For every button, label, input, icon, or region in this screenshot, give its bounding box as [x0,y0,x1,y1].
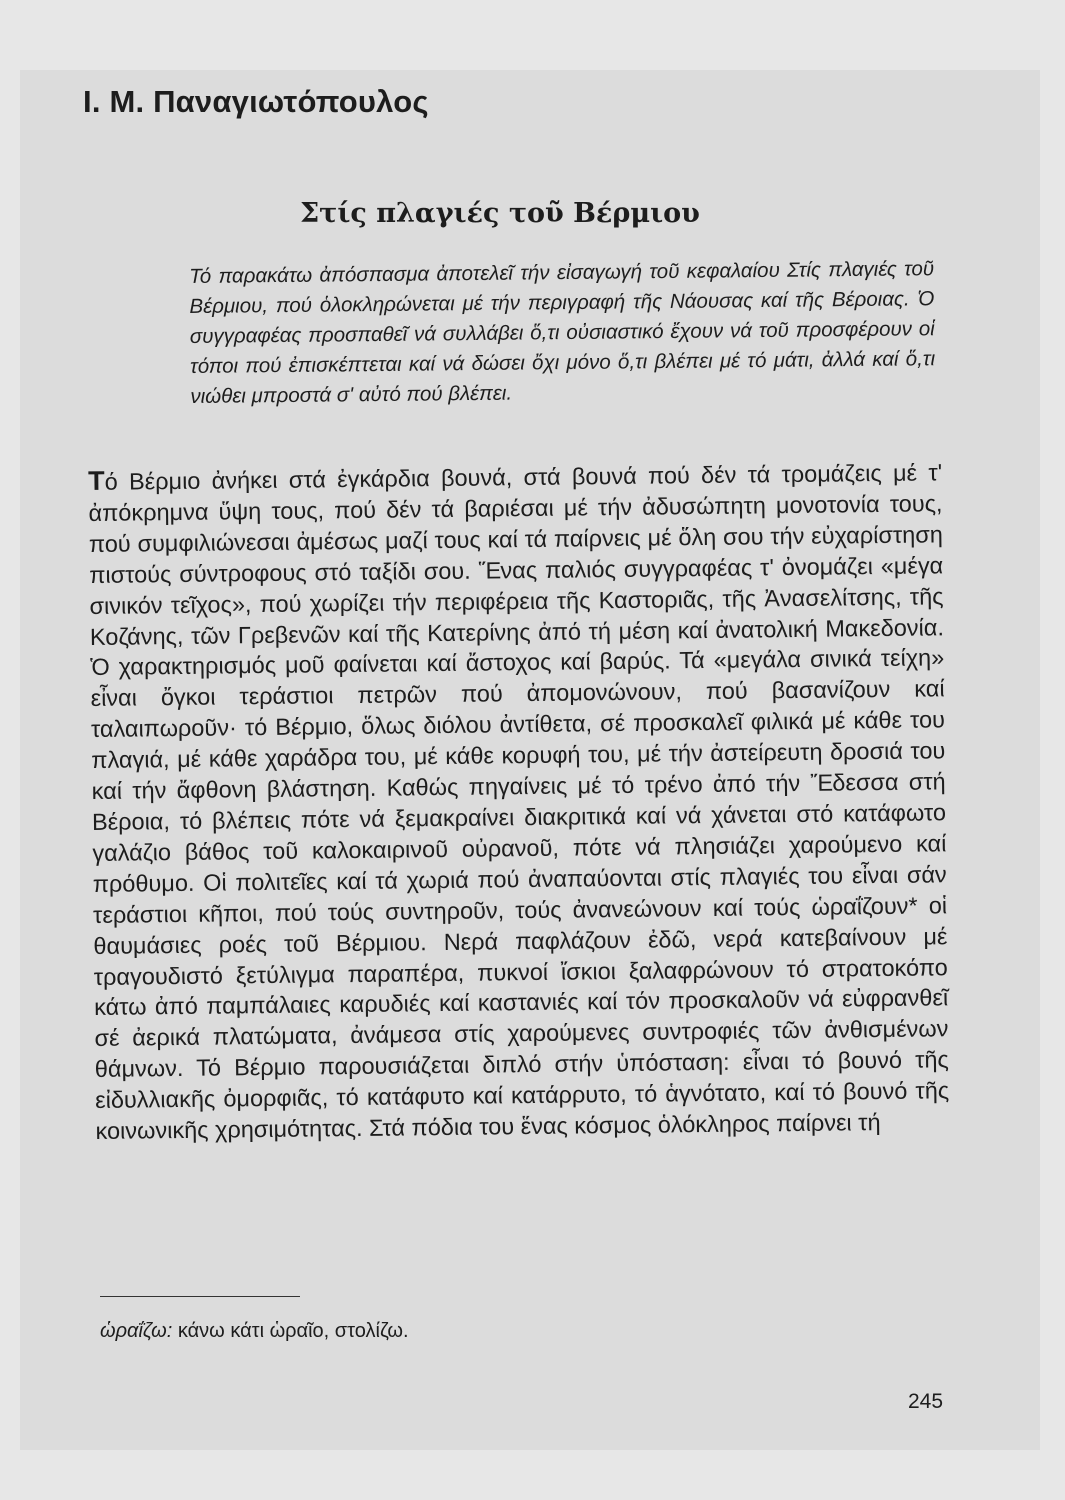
footnote-term: ὡραΐζω: [100,1320,173,1342]
footnote [100,1320,409,1343]
drop-cap: Τ [88,465,105,496]
author-name: Ι. Μ. Παναγιωτόπουλος [83,84,429,119]
page-number: 245 [908,1390,944,1413]
body-text: ό Βέρμιο ἀνήκει στά ἐγκάρδια βουνά, στά βουνά πού δέν τά τρομάζεις μέ τ' ἀπόκρημνα ὕψη τους, πού δέν τά βαριέσαι μέ τήν ἀδυσώπητη μονοτονία τους, πού συμφιλιώνεσαι ἀμέσως μαζί τους καί τά παίρνεις μέ ὅλη σου τήν εὐχαρίστηση πιστούς σύντροφους στό ταξίδι σου. Ἕνας παλιός συγγραφέας τ' ὀνομάζει «μέγα σινικόν τεῖχος», πού χωρίζει τήν περιφέρεια τῆς Καστοριᾶς, τῆς Ἀνασελίτσης, τῆς Κοζάνης, τῶν Γρεβενῶν καί τῆς Κατερίνης ἀπό τή μέση καί ἀνατολική Μακεδονία. Ὁ χαρακτηρισμός μοῦ φαίνεται καί ἄστοχος καί βαρύς. Τά «μεγάλα σινικά τείχη» εἶναι ὄγκοι τεράστιοι πετρῶν πού ἀπομονώνουν, πού βασανίζουν καί ταλαιπωροῦν· τό Βέρμιο, ὅλως διόλου ἀντίθετα, σέ προσκαλεῖ φιλικά μέ κάθε του πλαγιά, μέ κάθε χαράδρα του, μέ κάθε κορυφή του, μέ τήν ἀστείρευτη δροσιά του καί τήν ἄφθονη βλάστηση. Καθώς πηγαίνεις μέ τό τρένο ἀπό τήν Ἔδεσσα στή Βέροια, τό βλέπεις πότε νά ξεμακραίνει διακριτικά καί νά χάνεται στό κατάφωτο γαλάζιο βάθος τοῦ καλοκαιρινοῦ οὐρανοῦ, πότε νά πλησιάζει χαρούμενο καί πρόθυμο. Οἱ πολιτεῖες καί τά χωριά πού ἀναπαύονται στίς πλαγιές του εἶναι σάν τεράστιοι κῆποι, πού τούς συντηροῦν, τούς ἀνανεώνουν καί τούς ὡραΐζουν* οἱ θαυμάσιες ροές τοῦ Βέρμιου. Νερά παφλάζουν ἐδῶ, νερά κατεβαίνουν μέ τραγουδιστό ξετύλιγμα παραπέρα, πυκνοί ἴσκιοι ξαλαφρώνουν τό στρατοκόπο κάτω ἀπό παμπάλαιες καρυδιές καί καστανιές καί τόν προσκαλοῦν νά εὐφρανθεῖ σέ ἀερικά πλατώματα, ἀνάμεσα στίς χαρούμενες συντροφιές τῶν ἀνθισμένων θάμνων. Τό Βέρμιο παρουσιάζεται διπλό στήν ὑπόσταση: εἶναι τό βουνό τῆς εἰδυλλιακῆς ὀμορφιᾶς, τό κατάφυτο καί κατάρρυτο, τό ἁγνότατο, καί τό βουνό τῆς κοινωνικῆς χρησιμότητας. Στά πόδια του ἕνας κόσμος ὁλόκληρος παίρνει τή [88,459,950,1144]
chapter-title: Στίς πλαγιές τοῦ Βέρμιου [300,198,700,229]
intro-paragraph: Τό παρακάτω ἀπόσπασμα ἀποτελεῖ τήν εἰσαγωγή τοῦ κεφαλαίου Στίς πλαγιές τοῦ Βέρμιου, πού ὁλοκληρώνεται μέ τήν περιγραφή τῆς Νάουσας καί τῆς Βέροιας. Ὁ συγγραφέας προσπαθεῖ νά συλλάβει ὅ,τι οὐσιαστικό ἔχουν νά τοῦ προσφέρουν οἱ τόποι πού ἐπισκέπτεται καί νά δώσει ὄχι μόνο ὅ,τι βλέπει μέ τό μάτι, ἀλλά καί ὅ,τι νιώθει μπροστά σ' αὐτό πού βλέπει. [189,257,936,408]
footnote-divider [100,1296,300,1297]
body-paragraph [88,456,950,1147]
footnote-definition: κάνω κάτι ὡραῖο, στολίζω. [172,1320,409,1342]
